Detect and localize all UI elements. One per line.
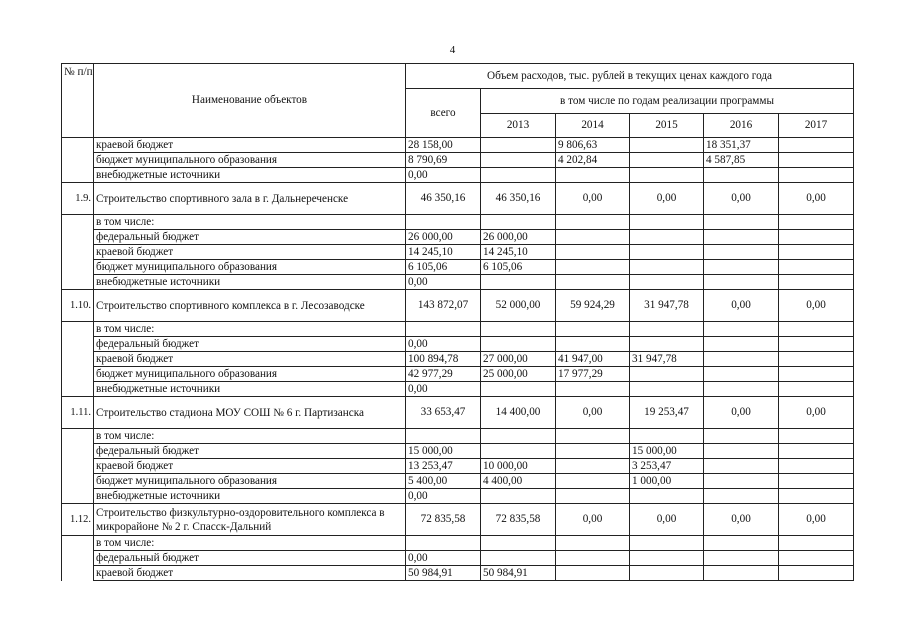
row-number xyxy=(62,444,94,459)
cell-year-2016 xyxy=(704,444,779,459)
cell-total xyxy=(406,215,481,230)
cell-year-2017: 0,00 xyxy=(779,504,854,536)
row-number xyxy=(62,474,94,489)
source-row xyxy=(62,168,854,183)
table-header xyxy=(62,64,854,138)
source-name: внебюджетные источники xyxy=(94,382,406,397)
cell-year-2017 xyxy=(779,168,854,183)
cell-total: 0,00 xyxy=(406,168,481,183)
header-total: всего xyxy=(406,89,481,138)
cell-year-2017 xyxy=(779,230,854,245)
cell-year-2015: 31 947,78 xyxy=(630,290,704,322)
cell-year-2017 xyxy=(779,215,854,230)
cell-year-2013 xyxy=(481,536,556,551)
cell-year-2016 xyxy=(704,459,779,474)
cell-total: 13 253,47 xyxy=(406,459,481,474)
row-number xyxy=(62,489,94,504)
row-number xyxy=(62,536,94,551)
row-number xyxy=(62,245,94,260)
cell-year-2015 xyxy=(630,489,704,504)
source-row xyxy=(62,245,854,260)
cell-year-2017 xyxy=(779,153,854,168)
row-number xyxy=(62,352,94,367)
cell-total: 50 984,91 xyxy=(406,566,481,581)
project-row xyxy=(62,183,854,215)
cell-year-2017 xyxy=(779,367,854,382)
cell-total: 28 158,00 xyxy=(406,138,481,153)
cell-year-2016: 0,00 xyxy=(704,397,779,429)
row-number xyxy=(62,153,94,168)
header-year-2015: 2015 xyxy=(630,114,704,138)
cell-total: 5 400,00 xyxy=(406,474,481,489)
source-name: краевой бюджет xyxy=(94,138,406,153)
row-number xyxy=(62,215,94,230)
cell-year-2014: 9 806,63 xyxy=(556,138,630,153)
cell-year-2013 xyxy=(481,215,556,230)
project-name: Строительство стадиона МОУ СОШ № 6 г. Партизанска xyxy=(94,397,406,429)
source-name: в том числе: xyxy=(94,322,406,337)
cell-year-2015 xyxy=(630,322,704,337)
cell-total: 0,00 xyxy=(406,337,481,352)
cell-year-2013: 26 000,00 xyxy=(481,230,556,245)
table-body xyxy=(62,138,854,581)
cell-year-2014 xyxy=(556,566,630,581)
source-row xyxy=(62,489,854,504)
cell-year-2015: 15 000,00 xyxy=(630,444,704,459)
row-number xyxy=(62,138,94,153)
cell-total: 143 872,07 xyxy=(406,290,481,322)
source-name: федеральный бюджет xyxy=(94,444,406,459)
cell-year-2015 xyxy=(630,275,704,290)
cell-year-2017 xyxy=(779,489,854,504)
cell-total: 8 790,69 xyxy=(406,153,481,168)
source-name: краевой бюджет xyxy=(94,459,406,474)
source-row xyxy=(62,215,854,230)
cell-year-2014 xyxy=(556,444,630,459)
source-row xyxy=(62,230,854,245)
cell-year-2014 xyxy=(556,474,630,489)
cell-year-2017 xyxy=(779,474,854,489)
row-number xyxy=(62,551,94,566)
cell-year-2014 xyxy=(556,459,630,474)
cell-year-2013: 14 400,00 xyxy=(481,397,556,429)
source-name: краевой бюджет xyxy=(94,352,406,367)
cell-year-2015: 1 000,00 xyxy=(630,474,704,489)
cell-year-2013: 6 105,06 xyxy=(481,260,556,275)
source-row xyxy=(62,138,854,153)
cell-year-2017: 0,00 xyxy=(779,290,854,322)
cell-total: 0,00 xyxy=(406,275,481,290)
cell-year-2014 xyxy=(556,382,630,397)
cell-year-2013: 46 350,16 xyxy=(481,183,556,215)
project-row xyxy=(62,290,854,322)
row-number: 1.10. xyxy=(62,290,94,322)
row-number xyxy=(62,230,94,245)
cell-year-2013 xyxy=(481,275,556,290)
source-name: краевой бюджет xyxy=(94,566,406,581)
cell-year-2013 xyxy=(481,138,556,153)
cell-year-2014 xyxy=(556,215,630,230)
cell-year-2015: 31 947,78 xyxy=(630,352,704,367)
source-name: краевой бюджет xyxy=(94,245,406,260)
source-row xyxy=(62,474,854,489)
header-year-2013: 2013 xyxy=(481,114,556,138)
cell-year-2015 xyxy=(630,168,704,183)
cell-year-2017 xyxy=(779,536,854,551)
cell-year-2013 xyxy=(481,337,556,352)
project-row xyxy=(62,397,854,429)
cell-year-2016 xyxy=(704,260,779,275)
cell-year-2014: 59 924,29 xyxy=(556,290,630,322)
cell-year-2016 xyxy=(704,489,779,504)
cell-year-2016 xyxy=(704,352,779,367)
cell-year-2016 xyxy=(704,566,779,581)
cell-year-2015 xyxy=(630,536,704,551)
cell-year-2013: 10 000,00 xyxy=(481,459,556,474)
cell-year-2017 xyxy=(779,260,854,275)
cell-year-2015: 3 253,47 xyxy=(630,459,704,474)
project-row xyxy=(62,504,854,536)
cell-year-2014 xyxy=(556,337,630,352)
cell-year-2016 xyxy=(704,275,779,290)
cell-year-2017 xyxy=(779,352,854,367)
cell-year-2014 xyxy=(556,489,630,504)
cell-year-2017: 0,00 xyxy=(779,183,854,215)
source-name: бюджет муниципального образования xyxy=(94,474,406,489)
cell-year-2014 xyxy=(556,260,630,275)
cell-year-2017 xyxy=(779,138,854,153)
row-number xyxy=(62,459,94,474)
cell-year-2016 xyxy=(704,230,779,245)
cell-year-2013 xyxy=(481,444,556,459)
source-name: бюджет муниципального образования xyxy=(94,367,406,382)
source-name: в том числе: xyxy=(94,429,406,444)
source-row xyxy=(62,322,854,337)
cell-year-2013 xyxy=(481,382,556,397)
page-number: 4 xyxy=(449,44,456,56)
cell-year-2014: 0,00 xyxy=(556,397,630,429)
cell-year-2017 xyxy=(779,444,854,459)
cell-year-2014 xyxy=(556,230,630,245)
cell-year-2015: 0,00 xyxy=(630,183,704,215)
project-name: Строительство спортивного зала в г. Дальнереченске xyxy=(94,183,406,215)
cell-year-2016 xyxy=(704,337,779,352)
source-name: в том числе: xyxy=(94,215,406,230)
cell-total: 15 000,00 xyxy=(406,444,481,459)
project-name: Строительство спортивного комплекса в г. Лесозаводске xyxy=(94,290,406,322)
header-spending: Объем расходов, тыс. рублей в текущих ценах каждого года xyxy=(406,64,854,89)
row-number xyxy=(62,275,94,290)
source-name: федеральный бюджет xyxy=(94,551,406,566)
cell-year-2016 xyxy=(704,536,779,551)
cell-year-2016 xyxy=(704,382,779,397)
row-number xyxy=(62,566,94,581)
cell-year-2015 xyxy=(630,429,704,444)
cell-year-2013: 4 400,00 xyxy=(481,474,556,489)
source-name: внебюджетные источники xyxy=(94,168,406,183)
source-name: бюджет муниципального образования xyxy=(94,153,406,168)
source-row xyxy=(62,566,854,581)
cell-year-2013: 52 000,00 xyxy=(481,290,556,322)
cell-total xyxy=(406,536,481,551)
cell-total: 6 105,06 xyxy=(406,260,481,275)
cell-year-2013: 14 245,10 xyxy=(481,245,556,260)
row-number: 1.12. xyxy=(62,504,94,536)
cell-year-2016: 18 351,37 xyxy=(704,138,779,153)
source-name: внебюджетные источники xyxy=(94,489,406,504)
cell-total: 100 894,78 xyxy=(406,352,481,367)
cell-year-2015 xyxy=(630,230,704,245)
cell-year-2017 xyxy=(779,566,854,581)
header-name: Наименование объектов xyxy=(94,64,406,138)
row-number xyxy=(62,382,94,397)
cell-year-2017 xyxy=(779,429,854,444)
row-number xyxy=(62,168,94,183)
cell-year-2015 xyxy=(630,337,704,352)
row-number xyxy=(62,429,94,444)
budget-table xyxy=(61,63,854,581)
cell-year-2013: 25 000,00 xyxy=(481,367,556,382)
header-year-2016: 2016 xyxy=(704,114,779,138)
cell-year-2014 xyxy=(556,168,630,183)
header-by-years: в том числе по годам реализации программы xyxy=(481,89,854,114)
cell-year-2015 xyxy=(630,153,704,168)
header-num: № п/п xyxy=(62,64,94,138)
cell-year-2014 xyxy=(556,245,630,260)
source-row xyxy=(62,429,854,444)
source-row xyxy=(62,337,854,352)
cell-year-2013: 72 835,58 xyxy=(481,504,556,536)
cell-year-2015 xyxy=(630,138,704,153)
source-row xyxy=(62,382,854,397)
cell-year-2016 xyxy=(704,429,779,444)
row-number xyxy=(62,322,94,337)
row-number xyxy=(62,367,94,382)
cell-year-2014: 0,00 xyxy=(556,504,630,536)
cell-year-2017 xyxy=(779,382,854,397)
cell-year-2016: 4 587,85 xyxy=(704,153,779,168)
source-row xyxy=(62,153,854,168)
cell-year-2014 xyxy=(556,551,630,566)
cell-total: 26 000,00 xyxy=(406,230,481,245)
cell-year-2015: 19 253,47 xyxy=(630,397,704,429)
cell-total: 42 977,29 xyxy=(406,367,481,382)
cell-year-2016 xyxy=(704,245,779,260)
cell-year-2013 xyxy=(481,551,556,566)
row-number xyxy=(62,337,94,352)
cell-year-2013 xyxy=(481,322,556,337)
cell-year-2017 xyxy=(779,551,854,566)
row-number: 1.11. xyxy=(62,397,94,429)
cell-year-2014 xyxy=(556,275,630,290)
header-year-2014: 2014 xyxy=(556,114,630,138)
cell-year-2013 xyxy=(481,489,556,504)
cell-year-2013: 27 000,00 xyxy=(481,352,556,367)
cell-year-2014: 0,00 xyxy=(556,183,630,215)
header-year-2017: 2017 xyxy=(779,114,854,138)
cell-year-2015 xyxy=(630,551,704,566)
source-name: федеральный бюджет xyxy=(94,230,406,245)
cell-year-2017 xyxy=(779,275,854,290)
cell-total: 72 835,58 xyxy=(406,504,481,536)
cell-year-2016 xyxy=(704,474,779,489)
cell-year-2016 xyxy=(704,551,779,566)
cell-year-2016 xyxy=(704,215,779,230)
cell-year-2015 xyxy=(630,367,704,382)
cell-year-2017 xyxy=(779,459,854,474)
cell-year-2017 xyxy=(779,337,854,352)
source-row xyxy=(62,260,854,275)
cell-year-2014: 17 977,29 xyxy=(556,367,630,382)
cell-year-2013 xyxy=(481,153,556,168)
cell-year-2016: 0,00 xyxy=(704,183,779,215)
row-number: 1.9. xyxy=(62,183,94,215)
cell-year-2015: 0,00 xyxy=(630,504,704,536)
cell-total: 46 350,16 xyxy=(406,183,481,215)
cell-year-2013 xyxy=(481,429,556,444)
cell-year-2016 xyxy=(704,322,779,337)
cell-year-2015 xyxy=(630,245,704,260)
cell-year-2014 xyxy=(556,322,630,337)
source-name: бюджет муниципального образования xyxy=(94,260,406,275)
source-name: федеральный бюджет xyxy=(94,337,406,352)
source-name: в том числе: xyxy=(94,536,406,551)
cell-year-2016 xyxy=(704,168,779,183)
cell-total: 33 653,47 xyxy=(406,397,481,429)
cell-year-2017 xyxy=(779,322,854,337)
cell-year-2017: 0,00 xyxy=(779,397,854,429)
project-name: Строительство физкультурно-оздоровительного комплекса в микрорайоне № 2 г. Спасск-Дальний xyxy=(94,504,406,536)
cell-year-2016 xyxy=(704,367,779,382)
cell-year-2015 xyxy=(630,260,704,275)
row-number xyxy=(62,260,94,275)
cell-year-2015 xyxy=(630,382,704,397)
source-name: внебюджетные источники xyxy=(94,275,406,290)
source-row xyxy=(62,536,854,551)
source-row xyxy=(62,459,854,474)
cell-total: 0,00 xyxy=(406,489,481,504)
cell-year-2014: 4 202,84 xyxy=(556,153,630,168)
cell-total: 14 245,10 xyxy=(406,245,481,260)
source-row xyxy=(62,444,854,459)
source-row xyxy=(62,551,854,566)
cell-year-2014 xyxy=(556,429,630,444)
source-row xyxy=(62,367,854,382)
cell-year-2013: 50 984,91 xyxy=(481,566,556,581)
cell-year-2014 xyxy=(556,536,630,551)
cell-year-2014: 41 947,00 xyxy=(556,352,630,367)
cell-total: 0,00 xyxy=(406,382,481,397)
source-row xyxy=(62,275,854,290)
cell-year-2016: 0,00 xyxy=(704,504,779,536)
cell-total: 0,00 xyxy=(406,551,481,566)
source-row xyxy=(62,352,854,367)
cell-year-2015 xyxy=(630,566,704,581)
cell-total xyxy=(406,322,481,337)
cell-total xyxy=(406,429,481,444)
cell-year-2013 xyxy=(481,168,556,183)
cell-year-2017 xyxy=(779,245,854,260)
cell-year-2016: 0,00 xyxy=(704,290,779,322)
cell-year-2015 xyxy=(630,215,704,230)
